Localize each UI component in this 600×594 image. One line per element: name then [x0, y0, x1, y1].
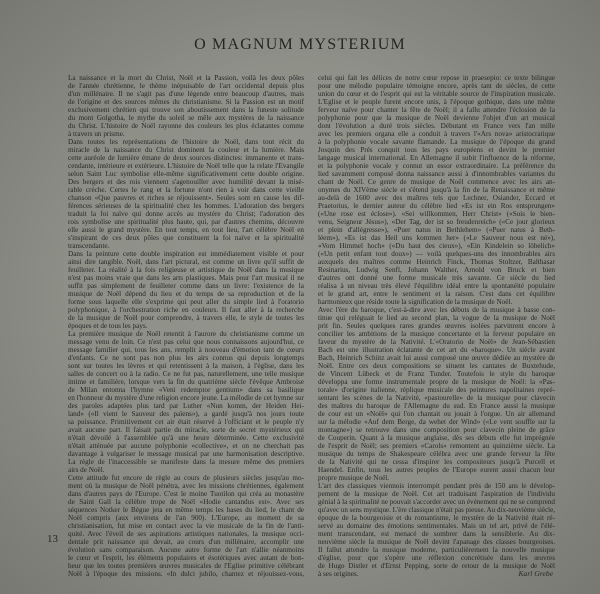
- text-line: [68, 154, 304, 162]
- text-line: [68, 146, 304, 154]
- text-line-content: cendante, intérieure et extérieure. L'histoire de Noël telle que la relate l'Evangile: [68, 162, 304, 170]
- text-line: [68, 202, 304, 210]
- text-line-content: selon Saint Luc symbolise elle-même significativement cette double origine.: [68, 170, 304, 178]
- paragraph: [318, 306, 555, 482]
- text-line: [318, 290, 555, 298]
- text-line-content: langage musical international. En Allemagne il subit l'influence de la réforme,: [318, 154, 555, 162]
- text-line-content: Noël à l'époque des missions. «In dulci jubilo, chantez et réjouissez-vous,: [68, 570, 304, 578]
- text-line: [318, 274, 555, 282]
- text-line-content: sont sur toutes les lèvres et qui retentissent à la maison, à l'église, dans les: [68, 362, 304, 370]
- text-line-content: s'inspirant de ces deux pôles que constituent la foi naïve et la spiritualité: [68, 234, 304, 242]
- text-line: [68, 362, 304, 370]
- text-line-content: Praetorius, le dernier auteur du célèbre lied «Es ist ein Ros entsprungen»: [318, 202, 555, 210]
- text-line-content: Dans toutes les représentations de l'histoire de Noël, dans tout récit du: [68, 138, 304, 146]
- text-line-content: forme sous laquelle elle s'exprime qui peut aller du simple lied à l'oratorio: [68, 298, 304, 306]
- paragraph: [68, 250, 304, 330]
- text-line: [68, 378, 304, 386]
- text-line-content: «Vom Himmel hoch» («Du haut des cieux»), «Ein Kindelein so löbelich»: [318, 242, 555, 250]
- text-line: [318, 546, 555, 554]
- text-line: [68, 242, 304, 250]
- text-line-content: polyphonie pour que la musique de Noël devienne l'objet d'un art musical: [318, 114, 555, 122]
- text-line: [318, 258, 555, 266]
- text-line-content: époque de la bourgeoisie et du romantisme, le mystère de la Nativité était ré-: [318, 514, 555, 522]
- text-line-content: du mont Golgotha, le mythe du soleil se mêle aux mystères de la naissance: [68, 114, 304, 122]
- text-line-content: du Christ. L'histoire de Noël rayonne des couleurs les plus éclatantes comme: [68, 122, 304, 130]
- text-line: [318, 554, 555, 562]
- text-line: [68, 490, 304, 498]
- text-line-content: montagne») se retrouve dans une composition pour clavecin pleine de grâce: [318, 426, 555, 434]
- text-line: [318, 114, 555, 122]
- text-line-content: léem»), «Es ist das Heil uns kommen her» («Le Sauveur nous est né»),: [318, 234, 555, 242]
- text-line: [318, 330, 555, 338]
- text-line: [68, 546, 304, 554]
- text-line-content: des maîtres du baroque de l'Allemagne du sud. En France aussi la musique: [318, 402, 555, 410]
- text-line-content: L'art des classiques viennois interrompit pendant près de 150 ans le dévelop-: [318, 482, 555, 490]
- text-line: [68, 426, 304, 434]
- text-line-content: ment où la musique de Noël pénétra, avec les missions chrétiennes, également: [68, 482, 304, 490]
- text-line-content: qu'avec un sens mystique. L'ère classique n'était pas pieuse. Au dix-neuvième siècle,: [318, 506, 555, 514]
- text-line: [318, 90, 555, 98]
- text-line: [68, 226, 304, 234]
- text-line: [318, 490, 555, 498]
- text-line: [318, 450, 555, 458]
- text-line: [68, 506, 304, 514]
- text-line-content: neuvième siècle la musique de Noël devint l'apanage des classes bourgeoises.: [318, 538, 555, 546]
- text-line-content: concilier les ambitions de la musique concertante et la ferveur populaire en: [318, 330, 555, 338]
- text-line: [318, 466, 555, 474]
- text-line-content: développa une forme instrumentale propre de la musique de Noël: la «Pas-: [318, 378, 555, 386]
- author-signature: Karl Grebe: [518, 569, 553, 578]
- text-line: [68, 210, 304, 218]
- text-line: [318, 106, 555, 114]
- text-line-content: elle aussi le grand mystère. En tout temps, en tout lieu, l'art célèbre Noël en: [68, 226, 304, 234]
- text-line: [68, 258, 304, 266]
- text-line-content: le cœur et l'esprit, les éléments populaires et ésotériques avec autant de bon-: [68, 554, 304, 562]
- text-line: [318, 194, 555, 202]
- text-line: [68, 554, 304, 562]
- text-line: [318, 418, 555, 426]
- text-line-content: L'Eglise et le peuple furent encore unis, à l'époque gothique, dans une même: [318, 98, 555, 106]
- text-line-content: à la polyphonie vocale savante flamande. La musique de l'époque du grand: [318, 138, 555, 146]
- text-line: [318, 234, 555, 242]
- text-line-content: airs de Noël.: [68, 466, 105, 474]
- text-line-content: génial à la spiritualité ne pouvait s'accorder avec un événement qui ne se comprend: [318, 498, 555, 506]
- text-line-content: celui qui fait les délices de notre cœur repose in praesepio: ce texte bilingue: [318, 74, 555, 82]
- text-line: [68, 306, 304, 314]
- text-line: [68, 514, 304, 522]
- text-line-content: d'autres ont donné une forme musicale très savante. Ce siècle du lied: [318, 274, 555, 282]
- text-line: [68, 338, 304, 346]
- text-line-content: d'enfants. Ce ne sont pas non plus les airs connus qui depuis longtemps: [68, 354, 304, 362]
- text-line: [68, 90, 304, 98]
- text-line-content: Resinarius, Ludwig Senfl, Johann Walther, Arnold von Bruck et bien: [318, 266, 555, 274]
- text-line-content: de l'origine et des sources mêmes du christianisme. Si la Passion est un motif: [68, 98, 304, 106]
- text-line-content: pement de la musique de Noël. Cet art traduisant l'aspiration de l'individu: [318, 490, 555, 498]
- text-line: [68, 482, 304, 490]
- paragraph: [318, 74, 555, 306]
- paragraph: [68, 474, 304, 578]
- text-line: [318, 146, 555, 154]
- text-line-content: Des bergers et des rois viennent s'agenouiller avec humilité devant la misé-: [68, 178, 304, 186]
- text-line-content: musique de Noël dépend du lieu et du temps de sa reproduction et de la: [68, 290, 304, 298]
- text-line-content: évolution sans comparaison. Aucune autre forme de l'art n'allie néanmoins: [68, 546, 304, 554]
- text-line-content: d'église, pour que s'opère une réflexion concrétisée dans les œuvres: [318, 554, 555, 562]
- text-line-content: message venu de loin. Ce n'est pas celui que nous connaissons aujourd'hui, ce: [68, 338, 304, 346]
- text-line-content: torale» d'origine italienne, réplique musicale des peintures napolitaines repré-: [318, 386, 555, 394]
- text-line: [68, 194, 304, 202]
- text-line-content: Bach est une illustration éclatante de cet art du «baroque». Un siècle avant: [318, 346, 555, 354]
- text-line: [318, 530, 555, 538]
- paragraph: [318, 482, 555, 578]
- text-line-content: salles de concert ou à la radio. Ce ne fut pas, naturellement, une telle musique: [68, 370, 304, 378]
- text-line: [318, 378, 555, 386]
- text-line: [318, 506, 555, 514]
- text-line-content: séquences Notker le Bègue jeta en même temps les bases du lied, le chant de: [68, 506, 304, 514]
- text-line: [318, 370, 555, 378]
- text-line-content: et plein d'allégresse»), «Puer natus in Bethlehem» («Puer natus à Beth-: [318, 226, 555, 234]
- text-line: [318, 186, 555, 194]
- text-line: [318, 282, 555, 290]
- text-line: [318, 226, 555, 234]
- text-line: [318, 314, 555, 322]
- text-line: [68, 394, 304, 402]
- text-line-content: La première musique de Noël retentit à l'aurore du christianisme comme un: [68, 330, 304, 338]
- page-number: 13: [47, 533, 58, 545]
- text-line: [68, 186, 304, 194]
- text-line-content: de Milan entonna l'hymne «Veni redemptor gentium» dans sa basilique: [68, 386, 304, 394]
- text-line: [318, 82, 555, 90]
- text-line-content: faveur du mystère de la Nativité. L'«Oratorio de Noël» de Jean-Sébastien: [318, 338, 555, 346]
- text-line: [68, 418, 304, 426]
- text-line: [68, 346, 304, 354]
- text-line-content: de Saint Gall la célèbre trope de Noël «Hodie cantandus est». Avec ses: [68, 498, 304, 506]
- text-line: [68, 442, 304, 450]
- text-line: [68, 290, 304, 298]
- text-line: [68, 170, 304, 178]
- text-line-content: miracle de la naissance du Christ dominent la couleur et la lumière. Mais: [68, 146, 304, 154]
- text-line: [318, 202, 555, 210]
- text-line: [318, 410, 555, 418]
- text-line: [318, 426, 555, 434]
- text-line-content: («Une rose est éclose»). «Sei willkommen, Herr Christ» («Sois le bien-: [318, 210, 555, 218]
- text-line: [318, 354, 555, 362]
- text-line-content: de Couperin. Quant à la musique anglaise, dès ses débuts elle fut imprégnée: [318, 434, 555, 442]
- text-line-content: chanson «Que pauvres et riches se réjouissent». Seules sont en cause les dif-: [68, 194, 304, 202]
- text-line-content: feuilleter. La réalité à la fois religieuse et artistique de Noël dans la musique: [68, 266, 304, 274]
- text-line: [318, 362, 555, 370]
- text-line-content: avait aucune part. Il faisait partie du miracle, sorte de secret mystérieux qui: [68, 426, 304, 434]
- text-line-content: d'un millénaire. Il ne s'agit pas d'une légende entre beaucoup d'autres, mais: [68, 90, 304, 98]
- paragraph: [68, 138, 304, 250]
- text-line: [68, 522, 304, 530]
- text-line: [318, 322, 555, 330]
- text-line-content: auxquels des maîtres comme Heinrich Finck, Thomas Stoltzer, Balthasar: [318, 258, 555, 266]
- text-line-content: intime et familière, lorsque vers la fin du quatrième siècle l'évêque Ambroise: [68, 378, 304, 386]
- text-line: [318, 218, 555, 226]
- text-line: [318, 474, 555, 482]
- text-line: [318, 266, 555, 274]
- text-line-content: lied savamment composé donna naissance aussi à d'innombrables variantes du: [318, 170, 555, 178]
- text-line-content: Josquin des Prés conquit tous les pays européens et devint le premier: [318, 146, 555, 154]
- text-line-content: de Vincent Lübeck et de Franz Tunder. Toutefois le style du baroque: [318, 370, 555, 378]
- text-line-content: Il fallut attendre la musique moderne, particulièrement la nouvelle musique: [318, 546, 555, 554]
- text-line-content: de la musique de Noël pour comprendre, à travers elle, le style de toutes les: [68, 314, 304, 322]
- text-line-content: férences sérieuses de la spiritualité chez les hommes. L'adoration des bergers: [68, 202, 304, 210]
- text-line: [318, 138, 555, 146]
- text-line: [318, 178, 555, 186]
- text-line: [68, 122, 304, 130]
- text-line: [318, 522, 555, 530]
- text-line: [318, 402, 555, 410]
- text-line: [68, 218, 304, 226]
- text-line-content: ment transcendant, est menacé de sombrer dans la sensiblerie. Au dix-: [318, 530, 555, 538]
- text-line-content: Avec l'ère du baroque, c'est-à-dire avec les débuts de la musique à basse con-: [318, 306, 555, 314]
- text-line: [68, 98, 304, 106]
- text-line: [68, 250, 304, 258]
- text-line-content: prit fin. Seules quelques rares grandes œuvres isolées parvinrent encore à: [318, 322, 555, 330]
- text-line-content: heur que les toutes premières œuvres musicales de l'Eglise primitive célébrant: [68, 562, 304, 570]
- text-line: [68, 562, 304, 570]
- text-line: [318, 162, 555, 170]
- text-line: [68, 274, 304, 282]
- text-line-content: n'était dévoilé à l'assemblée qu'à une heure déterminée. Cette exclusivité: [68, 434, 304, 442]
- text-line-content: sa puissance. Primitivement cet air était réservé à l'officiant et le peuple n'y: [68, 418, 304, 426]
- text-line-content: au-delà de 1600 avec des maîtres tels que Lechner, Osiander, Eccard et: [318, 194, 555, 202]
- text-line-content: en l'honneur du mystère d'une religion encore jeune. La mélodie de cet hymne sur: [68, 394, 304, 402]
- text-line: [68, 402, 304, 410]
- text-line-content: christianisation, fut mise en contact avec la vie musicale de la fin de l'anti-: [68, 522, 304, 530]
- text-line-content: Noël. Entre ces deux compositions se situent les cantates de Buxtehude,: [318, 362, 555, 370]
- text-line-content: sentant les scènes de la Nativité, «pastourelle» de la musique pour clavecin: [318, 394, 555, 402]
- text-line-content: Cette attitude fut encore de règle au cours de plusieurs siècles jusqu'au mo-: [68, 474, 304, 482]
- text-line-content: de l'année chrétienne, le thème inépuisable de l'art occidental depuis plus: [68, 82, 304, 90]
- text-line: [68, 538, 304, 546]
- text-line: [68, 314, 304, 322]
- text-line-content: Noël compris (aux environs de l'an 900). L'Europe, au moment de sa: [68, 514, 304, 522]
- text-line-content: exclusivement chrétien qui trouve son aboutissement dans la funeste solitude: [68, 106, 304, 114]
- text-line-content: époques et de tous les pays.: [68, 322, 148, 330]
- text-line-content: dans d'autres pays de l'Europe. C'est le moine Tuotilon qui créa au monastère: [68, 490, 304, 498]
- text-line: [318, 434, 555, 442]
- left-text-column: [68, 74, 304, 578]
- text-line: [318, 482, 555, 490]
- text-line: [68, 370, 304, 378]
- text-line-content: Haendel. Enfin, tous les autres peuples de l'Europe eurent aussi chacun leur: [318, 466, 555, 474]
- text-line-content: rois symbolise une spiritualité plus haute, qui, par d'autres chemins, découvre: [68, 218, 304, 226]
- text-line: [318, 386, 555, 394]
- text-line: [68, 82, 304, 90]
- text-line-content: dentale prit naissance qui devait, au cours d'un millénaire, accomplir une: [68, 538, 304, 546]
- text-line: [68, 106, 304, 114]
- text-line: [318, 130, 555, 138]
- text-line: [318, 74, 555, 82]
- text-line-content: La naissance et la mort du Christ, Noël et la Passion, voilà les deux pôles: [68, 74, 304, 82]
- text-line: [318, 170, 555, 178]
- text-line: [68, 450, 304, 458]
- text-line-content: polyphonique, à l'orchestration riche en couleurs. Il faut aller à la recherche: [68, 306, 304, 314]
- text-line: [68, 570, 304, 578]
- text-line-content: tinue qui reléguait le lied au second plan, la vogue de la musique de Noël: [318, 314, 555, 322]
- text-line-content: propre musique de Noël.: [318, 474, 390, 482]
- text-line-content: chant de Noël. Ce genre de musique de Noël commence avec les airs an-: [318, 178, 555, 186]
- text-line-content: message familier qui, tous les ans, remplit à nouveau d'émotion tant de cœurs: [68, 346, 304, 354]
- text-line-content: La règle de l'inaccessible se manifeste dans la mesure même des premiers: [68, 458, 304, 466]
- text-line-content: de cour est un «Noël» qui l'on chantait ou jouait à l'orgue. Un air allemand: [318, 410, 555, 418]
- text-line: [68, 466, 304, 474]
- text-line-content: traduit la foi naïve qui donne accès au mystère du Christ; l'adoration des: [68, 210, 304, 218]
- text-line-content: des paroles adaptées plus tard par Luther «Nun komm, der Heiden Hei-: [68, 402, 304, 410]
- text-line: [68, 74, 304, 82]
- text-line-content: cette auréole de lumière émane de deux sources distinctes: immanente et trans-: [68, 154, 304, 162]
- text-line: [318, 394, 555, 402]
- text-line: [68, 410, 304, 418]
- page-title: O MAGNUM MYSTERIUM: [194, 36, 406, 53]
- text-line: [68, 282, 304, 290]
- text-line-content: pour une mélodie populaire témoigne encore, après tant de siècles, de cette: [318, 82, 555, 90]
- text-line: [318, 98, 555, 106]
- text-line-content: de l'esprit de Noël; ses premiers «Carols» remontent au quinzième siècle. La: [318, 442, 555, 450]
- text-line-content: union du cœur et de l'esprit qui est la véritable source de l'inspiration musicale.: [318, 90, 555, 98]
- text-line: [318, 442, 555, 450]
- text-line-content: et le grand art, entre le sentiment et la raison. C'est dans cet équilibre: [318, 290, 555, 298]
- text-line: [318, 498, 555, 506]
- text-line: [318, 250, 555, 258]
- text-line: [68, 474, 304, 482]
- text-line: [68, 354, 304, 362]
- text-line: [68, 130, 304, 138]
- text-line-content: transcendante.: [68, 242, 110, 250]
- text-line-content: à travers un prisme.: [68, 130, 125, 138]
- text-line-content: quité. Avec l'éveil de ses aspirations artistiques nationales, la musique occi-: [68, 530, 304, 538]
- text-line: [68, 330, 304, 338]
- text-line: [318, 298, 555, 306]
- text-line-content: dont l'évolution a duré trois siècles. Débutant en France vers l'an mille: [318, 122, 555, 130]
- text-line: [68, 530, 304, 538]
- text-line-content: land» («Il vient le Sauveur des païens»), a gardé jusqu'à nos jours toute: [68, 410, 304, 418]
- text-line-content: de la Nativité qui ne cessa d'inspirer les compositeurs jusqu'à Purcell et: [318, 458, 555, 466]
- text-line: [318, 458, 555, 466]
- text-line-content: avec les premiers organa elle a conduit à travers l'«Ars nova» aristocratique: [318, 130, 555, 138]
- text-line: [68, 266, 304, 274]
- text-line-content: servé au domaine des émotions sentimentales. Mais un tel art, privé de l'élé-: [318, 522, 555, 530]
- text-line: [68, 322, 304, 330]
- text-line-content: Dans la peinture cette double inspiration est immédiatement visible et pour: [68, 250, 304, 258]
- paragraph: [68, 330, 304, 474]
- text-line: [68, 498, 304, 506]
- text-line: [318, 210, 555, 218]
- paragraph: [68, 74, 304, 138]
- text-line: [68, 386, 304, 394]
- text-line: [68, 114, 304, 122]
- text-line: [68, 178, 304, 186]
- text-line-content: venu, Seigneur Jésus»), «Der Tag, der ist so freudenreich» («Ce jour glorieux: [318, 218, 555, 226]
- text-line-content: Bach, Heinrich Schütz avait lui aussi composé une œuvre dédiée au mystère de: [318, 354, 555, 362]
- text-line-content: et la polyphonie vocale y connut un essor extraordinaire. La préférence du: [318, 162, 555, 170]
- text-line: [68, 234, 304, 242]
- text-line: [318, 538, 555, 546]
- text-line: [318, 514, 555, 522]
- text-line-content: n'est pas moins vraie que dans les arts plastiques. Mais pour l'art musical il ne: [68, 274, 304, 282]
- text-line-content: musique du temps de Shakespeare célébra avec une grande ferveur la fête: [318, 450, 555, 458]
- text-line-content: harmonieux que réside toute la signification de la musique de Noël.: [318, 298, 513, 306]
- right-text-column: [318, 74, 555, 578]
- text-line: [68, 298, 304, 306]
- text-line-content: onymes du XIVème siècle et s'étend jusqu'à la fin de la Renaissance et même: [318, 186, 555, 194]
- text-line-content: à ses origines.: [318, 570, 359, 578]
- text-line-content: rable crèche. Certes le rang et la fortune n'ont rien à voir dans cette vieille: [68, 186, 304, 194]
- text-line-content: («Un petit enfant tout doux») — voilà quelques-uns des innombrables airs: [318, 250, 555, 258]
- text-line-content: réalisa à un niveau très élevé l'équilibre idéal entre la spontanéité populaire: [318, 282, 555, 290]
- text-line: [68, 458, 304, 466]
- text-line: [318, 154, 555, 162]
- text-line: [318, 242, 555, 250]
- text-line-content: suffit pas simplement de feuilleter comme dans un livre: l'existence de la: [68, 282, 304, 290]
- text-line-content: ferveur naïve pour chanter la fête de Noël; il a fallu attendre l'éclosion de la: [318, 106, 555, 114]
- text-line: [318, 122, 555, 130]
- text-line: [68, 138, 304, 146]
- text-line: [318, 306, 555, 314]
- text-line-content: sur la mélodie «Auf dem Berge, da wehet der Wind» («Le vent souffle sur la: [318, 418, 555, 426]
- text-line-content: ainsi dire tangible. Noël, dans l'art pictural, est comme un livre qu'il suffit de: [68, 258, 304, 266]
- text-line: [68, 434, 304, 442]
- text-line: [68, 162, 304, 170]
- text-line-content: n'était atténuée par aucune polyphonie «collective», et on ne cherchait pas: [68, 442, 304, 450]
- text-line: [318, 338, 555, 346]
- text-line-content: davantage à vulgariser le message musical par une harmonisation descriptive.: [68, 450, 304, 458]
- text-line: [318, 346, 555, 354]
- text-line-content: de Hugo Distler et d'Ernst Pepping, sorte de retour de la musique de Noël: [318, 562, 555, 570]
